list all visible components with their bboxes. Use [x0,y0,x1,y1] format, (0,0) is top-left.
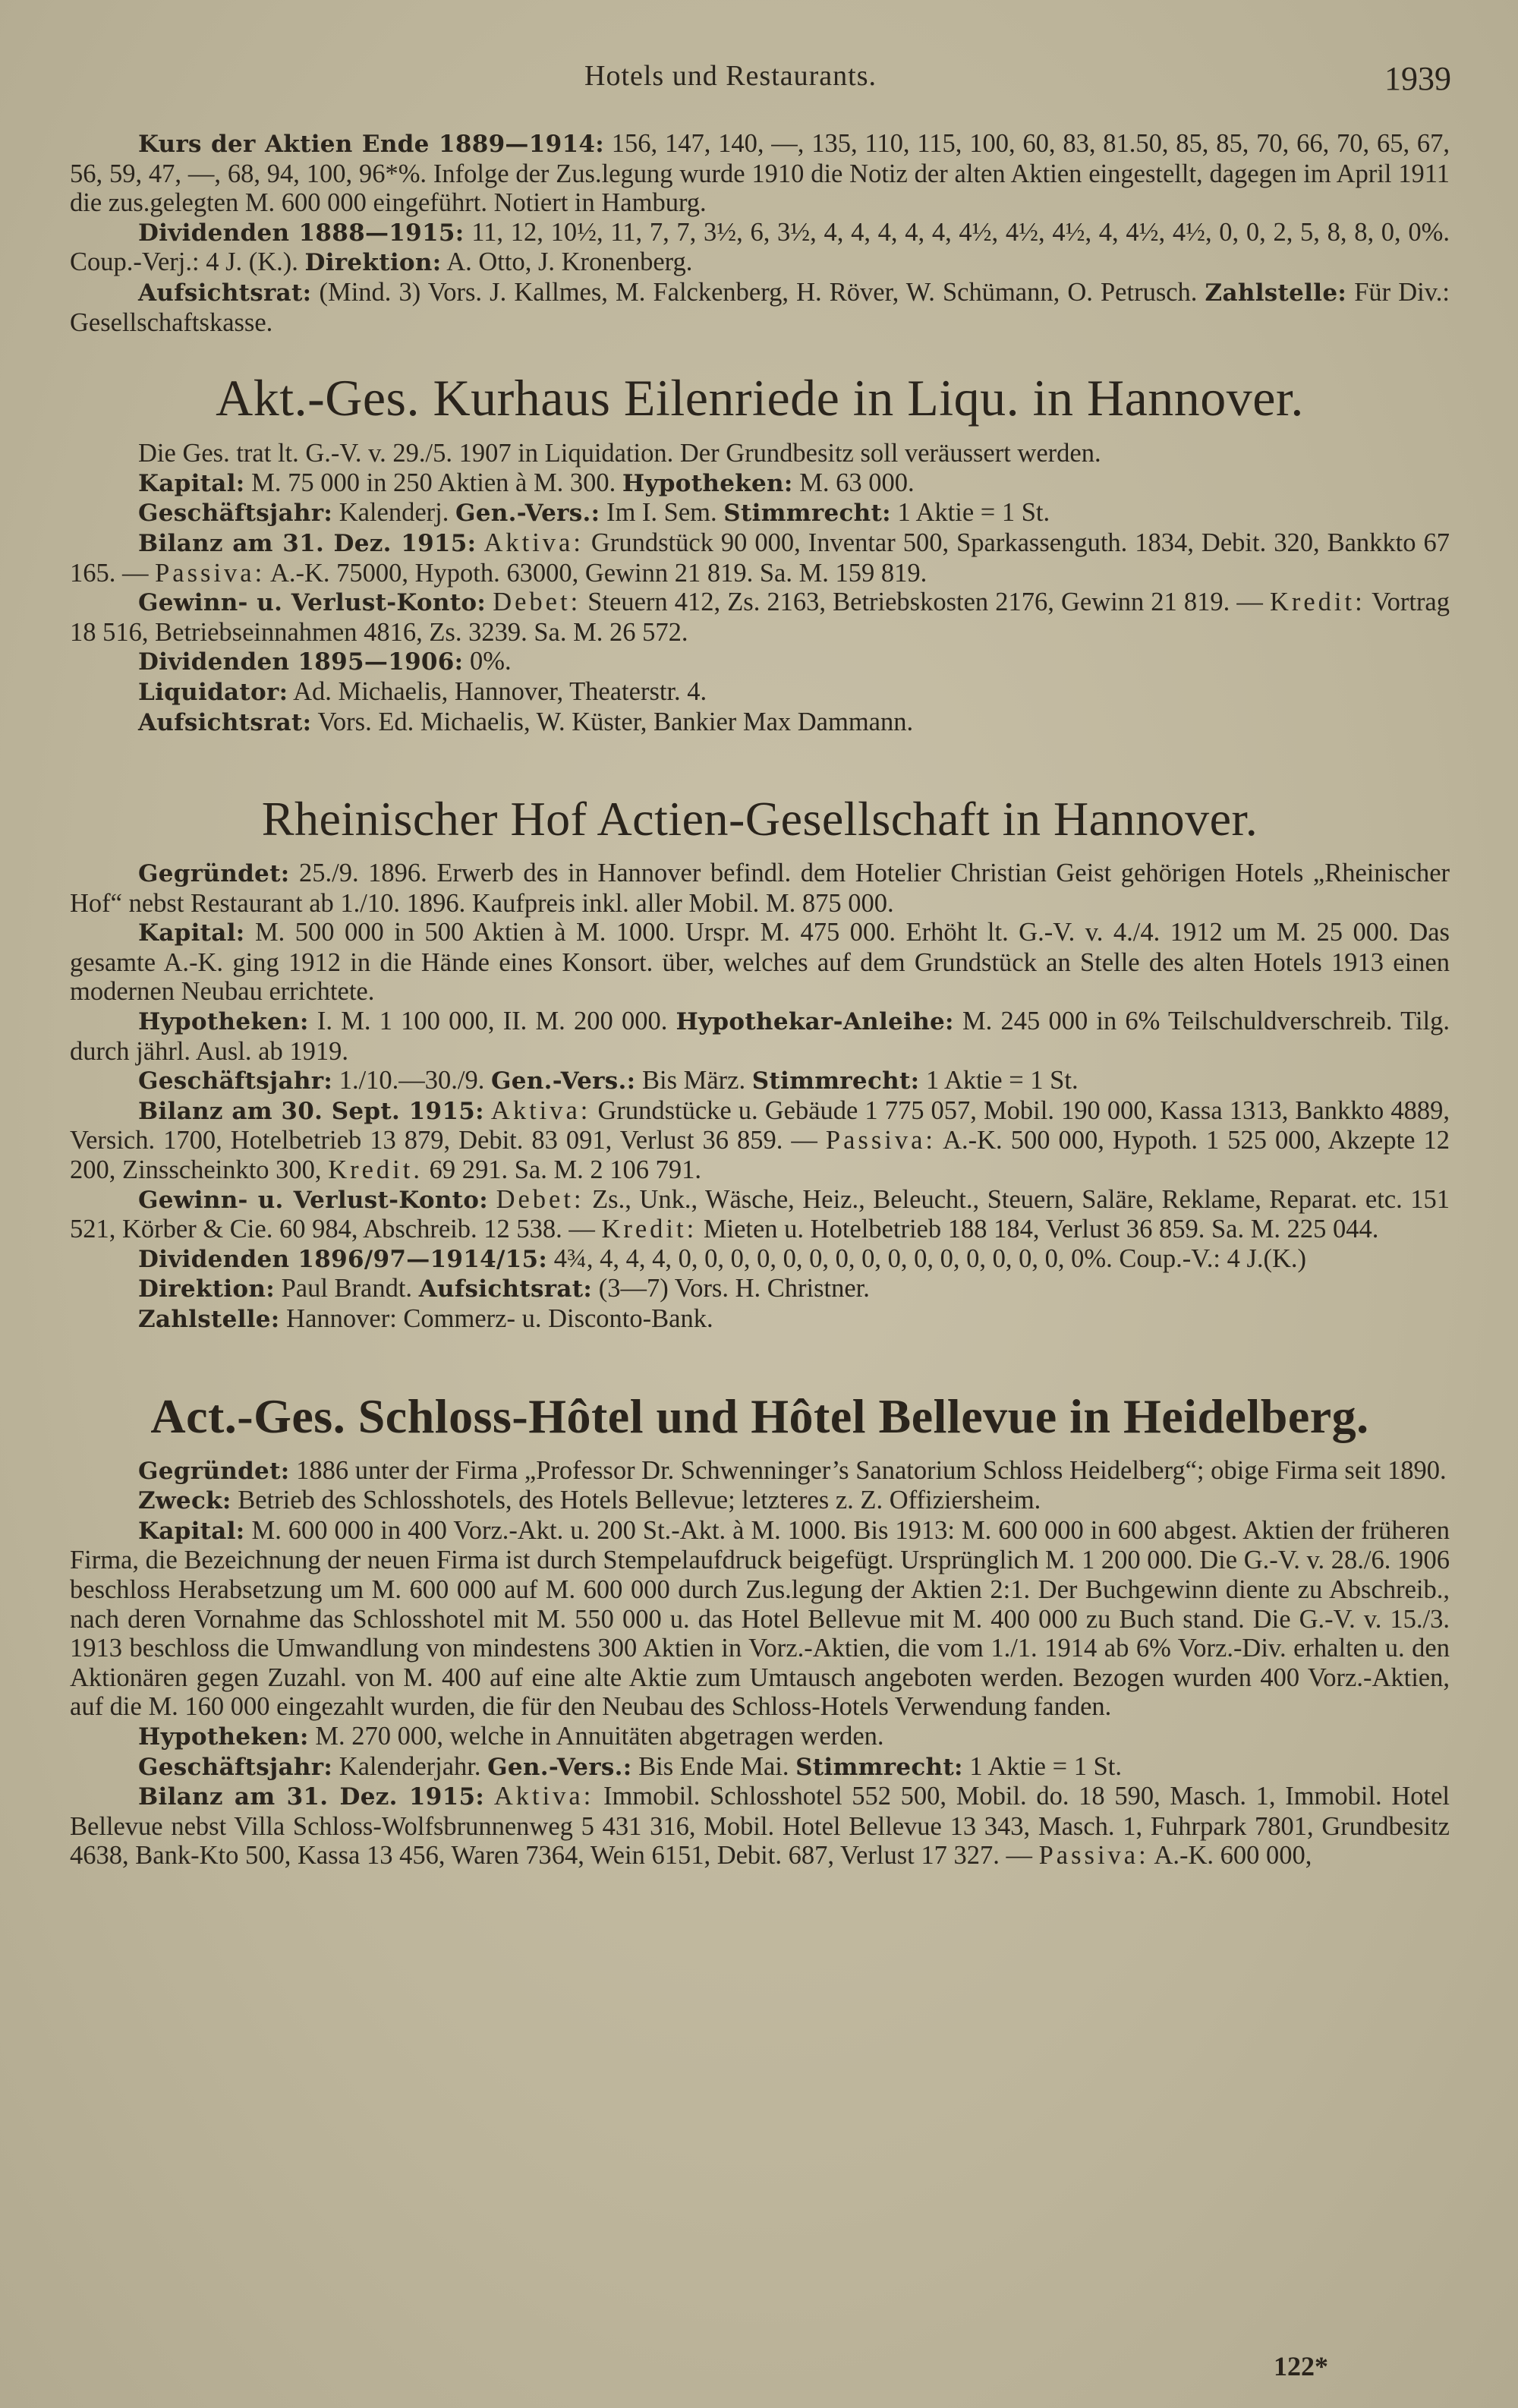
kredit-label: Kredit: [1269,588,1365,617]
field-text: Bis Ende Mai. [631,1751,796,1781]
field-label: Zahlstelle: [1205,279,1347,307]
field-text: Hannover: Commerz- u. Disconto-Bank. [279,1304,713,1333]
paragraph-gewinn-verlust [70,588,1450,647]
field-text: 156, 147, 140, —, 135, 110, 115, 100, 60, 83, 81.50, 85, 85, 70, 66, 70, 65, 67, 56, 59, 47, —, 68, 94, 100, 96*%. Infolge der Zus.legung wurde 1910 die Notiz der alten Aktien eingestellt, dagegen im April 1911 die zus.gelegten M. 600 000 eingeführt. Notiert in Hamburg. [70,129,1450,218]
field-text: 25./9. 1896. Erwerb des in Hannover befindl. dem Hotelier Christian Geist gehörigen Hotels „Rheinischer Hof“ nebst Restaurant ab 1./10. 1896. Kaufpreis inkl. aller Mobil. M. 875 000. [70,859,1450,918]
field-text: 0%. [463,647,512,676]
field-text: Bis März. [635,1066,752,1095]
field-text: (3—7) Vors. H. Christner. [592,1274,870,1303]
field-text: A.-K. 500 000, Hypoth. 1 525 000, Akzepte 12 200, Zinsscheinkto 300, [70,1126,1450,1185]
field-text: M. 75 000 in 250 Aktien à M. 300. [244,468,622,497]
field-text: 11, 12, 10½, 11, 7, 7, 3½, 6, 3½, 4, 4, 4, 4, 4, 4½, 4½, 4½, 4, 4½, 4½, 0, 0, 2, 5, 8, 8, 0, 0%. Coup.-Verj.: 4 J. (K.). [70,217,1450,277]
field-text: M. 500 000 in 500 Aktien à M. 1000. Urspr. M. 475 000. Erhöht lt. G.-V. v. 4./4. 1912 um M. 25 000. Das gesamte A.-K. ging 1912 in die Hände eines Konsort. über, welches auf dem Grundstück an Stelle des alten Hotels 1913 einen modernen Neubau errichtete. [70,918,1450,1007]
field-text: Immobil. Schlosshotel 552 500, Mobil. do. 18 590, Masch. 1, Immobil. Hotel Bellevue nebst Villa Schloss-Wolfsbrunnenweg 5 431 316, Mobil. Hotel Bellevue 13 343, Masch. 1, Fuhrpark 7801, Grundbesitz 4638, Bank-Kto 500, Kassa 13 456, Waren 7364, Wein 6151, Debit. 687, Verlust 17 327. — [70,1782,1450,1871]
field-text: Vors. Ed. Michaelis, W. Küster, Bankier Max Dammann. [311,707,914,736]
field-text: Kalenderj. [332,498,455,528]
debet-label: Debet: [496,1184,584,1214]
aktiva-label: Aktiva: [493,1782,594,1811]
field-text: A. Otto, J. Kronenberg. [441,247,693,277]
field-label: Liquidator: [138,678,288,706]
paragraph-kapital [70,918,1450,1007]
signature-mark: 122* [1274,2351,1328,2381]
running-head [0,59,1518,105]
paragraph-geschaeftsjahr [70,1066,1450,1096]
field-text: Grundstück 90 000, Inventar 500, Sparkassenguth. 1834, Debit. 320, Bankkto 67 165. — [70,528,1450,588]
field-label: Bilanz am 30. Sept. 1915: [138,1097,484,1125]
field-label: Hypothekar-Anleihe: [676,1008,954,1036]
field-label: Bilanz am 31. Dez. 1915: [138,1783,485,1811]
field-label: Dividenden 1888—1915: [138,219,465,247]
page-content [70,129,1450,1871]
field-label: Kurs der Aktien Ende 1889—1914: [138,131,604,158]
field-label: Geschäftsjahr: [138,500,333,528]
field-text: Vortrag 18 516, Betriebseinnahmen 4816, Zs. 3239. Sa. M. 26 572. [70,588,1450,647]
paragraph-bilanz [70,1782,1450,1871]
field-text: Die Ges. trat lt. G.-V. v. 29./5. 1907 in Liquidation. Der Grundbesitz soll veräussert werden. [138,439,1101,468]
paragraph-gegruendet [70,1456,1450,1486]
field-text: Für Div.: Gesellschaftskasse. [70,277,1450,337]
field-label: Dividenden 1896/97—1914/15: [138,1245,548,1273]
field-label: Stimmrecht: [751,1067,920,1095]
field-text: Im I. Sem. [600,498,724,528]
paragraph-aufsichtsrat [70,708,1450,738]
field-label: Aufsichtsrat: [138,279,312,307]
section-heading-schloss-hotel: Act.-Ges. Schloss-Hôtel und Hôtel Bellevue in Heidelberg. [150,1388,1369,1443]
field-label: Kapital: [138,1517,245,1545]
field-text: Paul Brandt. [274,1274,419,1303]
field-label: Dividenden 1895—1906: [138,648,464,676]
field-text: Steuern 412, Zs. 2163, Betriebskosten 2176, Gewinn 21 819. — [581,588,1270,617]
paragraph-bilanz [70,528,1450,588]
field-label: Aufsichtsrat: [138,708,312,736]
field-label: Gen.-Vers.: [455,500,600,528]
paragraph-gegruendet [70,859,1450,918]
field-label: Direktion: [138,1275,275,1303]
section-heading-rheinischer-hof: Rheinischer Hof Actien-Gesellschaft in Hannover. [261,792,1258,846]
section-heading-kurhaus-eilenriede: Akt.-Ges. Kurhaus Eilenriede in Liqu. in Hannover. [216,369,1304,427]
paragraph-dividenden [70,1244,1450,1275]
field-text: Mieten u. Hotelbetrieb 188 184, Verlust 36 859. Sa. M. 225 044. [697,1215,1379,1244]
field-text: Zs., Unk., Wäsche, Heiz., Beleucht., Steuern, Saläre, Reklame, Reparat. etc. 151 521, Körber & Cie. 60 984, Abschreib. 12 538. — [70,1184,1450,1244]
paragraph-aufsichtsrat [70,278,1450,337]
field-label: Gen.-Vers.: [491,1067,636,1095]
field-text: 1./10.—30./9. [332,1066,491,1095]
field-label: Direktion: [304,249,442,277]
paragraph-kurs [70,129,1450,218]
passiva-label: Passiva: [825,1126,936,1155]
field-label: Geschäftsjahr: [138,1753,333,1781]
field-text: 1 Aktie = 1 St. [962,1751,1122,1781]
paragraph-hypotheken [70,1007,1450,1066]
field-text: 1 Aktie = 1 St. [890,498,1050,528]
paragraph-dividenden [70,218,1450,278]
field-text: Grundstücke u. Gebäude 1 775 057, Mobil. 190 000, Kassa 1313, Bankkto 4889, Versich. 1700, Hotelbetrieb 13 879, Debit. 83 091, Verlust 36 859. — [70,1095,1450,1155]
paragraph-dividenden [70,647,1450,677]
passiva-label: Passiva: [1038,1841,1149,1871]
field-text: 1886 unter der Firma „Professor Dr. Schwenninger’s Sanatorium Schloss Heidelberg“; obige Firma seit 1890. [289,1455,1447,1485]
field-label: Stimmrecht: [795,1753,963,1781]
paragraph-liquidator [70,677,1450,708]
paragraph-hypotheken [70,1722,1450,1752]
field-label: Gegründet: [138,1457,290,1485]
field-text: A.-K. 75000, Hypoth. 63000, Gewinn 21 819. Sa. M. 159 819. [265,558,927,588]
field-label: Bilanz am 31. Dez. 1915: [138,529,477,557]
field-label: Aufsichtsrat: [418,1275,593,1303]
field-text: Kalenderjahr. [332,1751,488,1781]
field-text: M. 245 000 in 6% Teilschuldverschreib. Tilg. durch jährl. Ausl. ab 1919. [70,1007,1450,1066]
field-text: M. 270 000, welche in Annuitäten abgetragen werden. [308,1721,884,1751]
field-label: Zahlstelle: [138,1306,280,1333]
paragraph-zahlstelle [70,1304,1450,1335]
field-text: A.-K. 600 000, [1148,1841,1312,1871]
paragraph-geschaeftsjahr [70,1752,1450,1782]
kredit-label: Kredit: [601,1215,698,1244]
field-label: Kapital: [138,919,245,947]
field-label: Zweck: [138,1487,231,1515]
field-text: 4¾, 4, 4, 4, 0, 0, 0, 0, 0, 0, 0, 0, 0, 0, 0, 0, 0, 0, 0, 0%. Coup.-V.: 4 J.(K.) [547,1243,1307,1273]
field-text: Betrieb des Schlosshotels, des Hotels Bellevue; letzteres z. Z. Offiziersheim. [231,1486,1041,1515]
page-number: 1939 [1384,60,1451,97]
field-text: Ad. Michaelis, Hannover, Theaterstr. 4. [288,676,707,706]
field-text: (Mind. 3) Vors. J. Kallmes, M. Falckenberg, H. Röver, W. Schümann, O. Petrusch. [311,277,1205,307]
field-text: I. M. 1 100 000, II. M. 200 000. [308,1007,676,1036]
aktiva-label: Aktiva: [483,528,584,557]
field-label: Gewinn- u. Verlust-Konto: [138,1186,489,1214]
field-label: Gen.-Vers.: [487,1753,632,1781]
field-text: M. 63 000. [792,468,915,497]
paragraph-intro [70,439,1450,468]
field-label: Hypotheken: [138,1008,309,1036]
field-label: Stimmrecht: [723,500,891,528]
running-head-title: Hotels und Restaurants. [584,60,877,92]
field-text: M. 600 000 in 400 Vorz.-Akt. u. 200 St.-Akt. à M. 1000. Bis 1913: M. 600 000 in 600 abgest. Aktien der früheren Firma, die Bezeichnung der neuen Firma ist durch Stempelaufdruck beigefügt. Ursprünglich M. 1 200 000. Die G.-V. v. 28./6. 1906 beschloss Herabsetzung um M. 600 000 auf M. 600 000 durch Zus.legung der Aktien 2:1. Der Buchgewinn diente zu Abschreib., nach deren Vornahme das Schlosshotel mit M. 550 000 u. das Hotel Bellevue mit M. 400 000 zu Buch stand. Die G.-V. v. 15./3. 1913 beschloss die Umwandlung von mindestens 300 Aktien in Vorz.-Aktien, die vom 1./1. 1914 ab 6% Vorz.-Div. erhalten u. den Aktionären gegen Zuzahl. von M. 400 auf eine alte Aktie zum Umtausch angeboten werden. Bezogen wurden 400 Vorz.-Aktien, auf die M. 160 000 eingezahlt wurden, die für den Neubau des Schloss-Hotels Verwendung fanden. [70,1515,1450,1722]
field-label: Kapital: [138,469,245,497]
aktiva-label: Aktiva: [490,1095,591,1125]
field-label: Gewinn- u. Verlust-Konto: [138,589,487,617]
kredit-label: Kredit. [328,1155,423,1185]
field-label: Hypotheken: [622,469,793,497]
field-text: 1 Aktie = 1 St. [919,1066,1079,1095]
field-label: Gegründet: [138,860,290,888]
field-text: 69 291. Sa. M. 2 106 791. [422,1155,702,1185]
paragraph-bilanz [70,1096,1450,1185]
debet-label: Debet: [493,588,581,617]
field-label: Geschäftsjahr: [138,1067,333,1095]
paragraph-kapital [70,1516,1450,1722]
paragraph-zweck [70,1486,1450,1516]
paragraph-kapital [70,468,1450,499]
passiva-label: Passiva: [155,558,266,588]
paragraph-direktion [70,1274,1450,1304]
paragraph-gewinn-verlust [70,1185,1450,1244]
field-label: Hypotheken: [138,1722,309,1751]
paragraph-geschaeftsjahr [70,498,1450,528]
